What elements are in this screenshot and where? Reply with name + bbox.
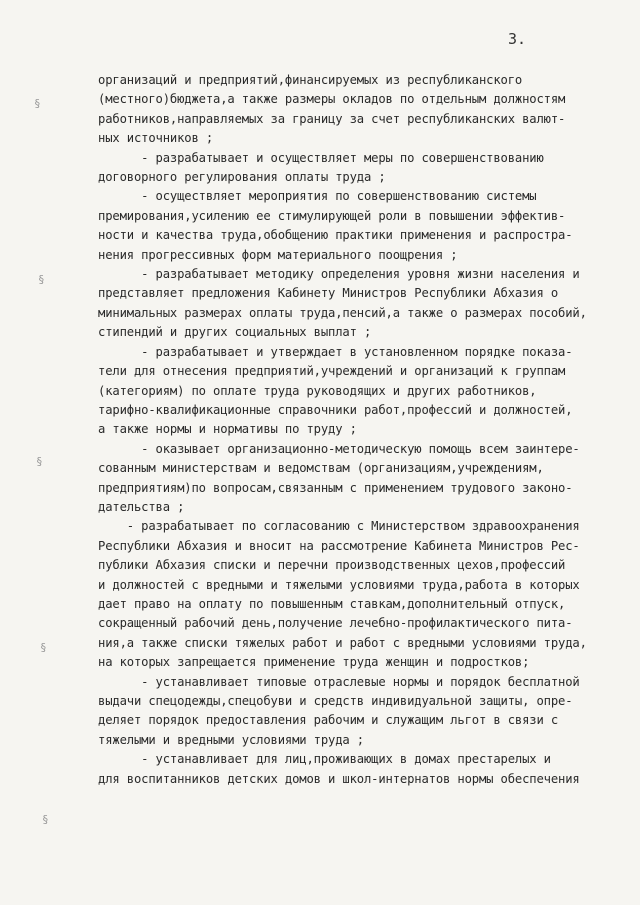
text-line: - разрабатывает методику определения уровня жизни населения и	[98, 267, 580, 282]
text-line: а также нормы и нормативы по труду ;	[98, 422, 357, 437]
text-line: сованным министерствам и ведомствам (организациям,учреждениям,	[98, 461, 544, 476]
text-line: дательства ;	[98, 499, 185, 514]
text-line: нения прогрессивных форм материального поощрения ;	[98, 247, 458, 262]
text-line: - оказывает организационно-методическую помощь всем заинтере-	[98, 441, 580, 456]
text-line: премирования,усилению ее стимулирующей роли в повышении эффектив-	[98, 208, 566, 223]
text-line: дает право на оплату по повышенным ставкам,дополнительный отпуск,	[98, 596, 566, 611]
text-line: организаций и предприятий,финансируемых из республиканского	[98, 73, 523, 87]
text-line: - устанавливает для лиц,проживающих в домах престарелых и	[98, 752, 551, 767]
text-line: - разрабатывает и утверждает в установленном порядке показа-	[98, 344, 573, 359]
text-line: (местного)бюджета,а также размеры окладов по отдельным должностям	[98, 92, 566, 107]
text-line: - устанавливает типовые отраслевые нормы и порядок бесплатной	[98, 674, 580, 689]
text-line: публики Абхазия списки и перечни производственных цехов,профессий	[98, 558, 566, 573]
text-line: на которых запрещается применение труда женщин и подростков;	[98, 655, 530, 670]
text-line: (категориям) по оплате труда руководящих и других работников,	[98, 383, 537, 398]
text-line: ния,а также списки тяжелых работ и работ с вредными условиями труда,	[98, 635, 587, 650]
text-line: тарифно-квалификационные справочники работ,профессий и должностей,	[98, 402, 573, 417]
text-line: и должностей с вредными и тяжелыми условиями труда,работа в которых	[98, 577, 580, 592]
hole-mark-2: §	[38, 273, 45, 286]
text-line: стипендий и других социальных выплат ;	[98, 325, 372, 340]
text-line: - разрабатывает и осуществляет меры по совершенствованию	[98, 150, 544, 165]
text-line: сокращенный рабочий день,получение лечебно-профилактического пита-	[98, 616, 573, 631]
document-body	[98, 71, 630, 789]
text-line: минимальных размерах оплаты труда,пенсий,а также о размерах пособий,	[98, 305, 587, 320]
hole-mark-5: §	[42, 813, 49, 826]
text-line: тяжелыми и вредными условиями труда ;	[98, 732, 364, 747]
page-number: 3.	[508, 30, 527, 48]
text-line: представляет предложения Кабинету Министров Республики Абхазия о	[98, 286, 558, 301]
text-line: выдачи спецодежды,спецобуви и средств индивидуальной защиты, опре-	[98, 694, 573, 708]
hole-mark-1: §	[34, 97, 41, 110]
text-line: деляет порядок предоставления рабочим и служащим льгот в связи с	[98, 713, 558, 728]
text-line: Республики Абхазия и вносит на рассмотрение Кабинета Министров Рес-	[98, 538, 580, 553]
text-line: работников,направляемых за границу за счет республиканских валют-	[98, 111, 566, 126]
text-line: - разрабатывает по согласованию с Министерством здравоохранения	[98, 519, 580, 534]
text-line: для воспитанников детских домов и школ-интернатов нормы обеспечения	[98, 771, 580, 786]
text-line: тели для отнесения предприятий,учреждений и организаций к группам	[98, 364, 566, 379]
text-line: - осуществляет мероприятия по совершенствованию системы	[98, 189, 537, 204]
hole-mark-3: §	[36, 455, 43, 468]
text-line: договорного регулирования оплаты труда ;	[98, 170, 386, 185]
text-line: ности и качества труда,обобщению практики применения и распростра-	[98, 228, 573, 243]
text-line: ных источников ;	[98, 131, 213, 146]
text-line: предприятиям)по вопросам,связанным с применением трудового законо-	[98, 480, 573, 495]
hole-mark-4: §	[40, 641, 47, 654]
